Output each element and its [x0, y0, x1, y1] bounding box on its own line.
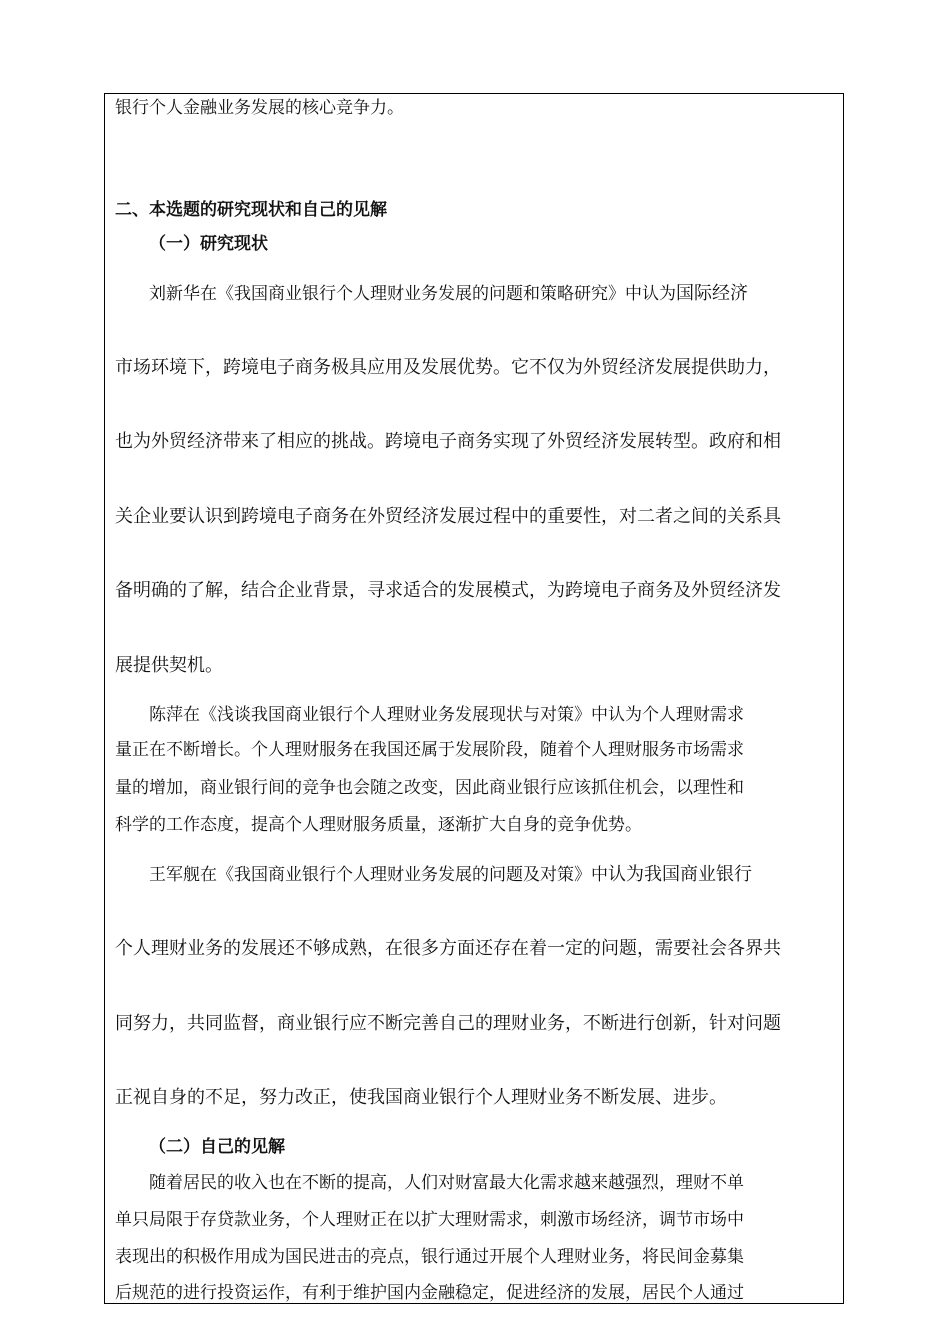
paragraph-line: 同努力，共同监督，商业银行应不断完善自己的理财业务，不断进行创新，针对问题	[115, 1013, 781, 1034]
paragraph-line: 陈萍在《浅谈我国商业银行个人理财业务发展现状与对策》中认为个人理财需求	[149, 705, 744, 725]
document-frame	[104, 93, 844, 1304]
paragraph-line: 科学的工作态度，提高个人理财服务质量，逐渐扩大自身的竞争优势。	[115, 815, 642, 835]
paragraph-line: 备明确的了解，结合企业背景，寻求适合的发展模式，为跨境电子商务及外贸经济发	[115, 580, 781, 601]
paragraph-line: 展提供契机。	[115, 655, 223, 676]
paragraph-line	[149, 285, 748, 303]
section-heading: 二、本选题的研究现状和自己的见解	[115, 200, 387, 220]
paragraph-line: 单只局限于存贷款业务，个人理财正在以扩大理财需求，刺激市场经济，调节市场中	[115, 1210, 744, 1230]
paragraph-line: 随着居民的收入也在不断的提高，人们对财富最大化需求越来越强烈，理财不单	[149, 1173, 744, 1193]
subsection-heading: （二）自己的见解	[149, 1137, 285, 1157]
paragraph-line: 量正在不断增长。个人理财服务在我国还属于发展阶段，随着个人理财服务市场需求	[115, 740, 744, 760]
paragraph-line: 关企业要认识到跨境电子商务在外贸经济发展过程中的重要性，对二者之间的关系具	[115, 506, 781, 527]
paragraph-line: 正视自身的不足，努力改正，使我国商业银行个人理财业务不断发展、进步。	[115, 1087, 727, 1108]
paragraph-line: 也为外贸经济带来了相应的挑战。跨境电子商务实现了外贸经济发展转型。政府和相	[115, 431, 781, 452]
paragraph-line: 量的增加，商业银行间的竞争也会随之改变，因此商业银行应该抓住机会，以理性和	[115, 778, 744, 798]
text-run: 国际经济	[676, 283, 748, 304]
paragraph-line: 表现出的积极作用成为国民进击的亮点，银行通过开展个人理财业务，将民间金募集	[115, 1247, 744, 1267]
text-line: 银行个人金融业务发展的核心竞争力。	[115, 98, 404, 118]
text-run: 王军舰在《我国商业银行个人理财业务发展的问题及对策》中	[149, 865, 608, 885]
text-run: 刘新华在《我国商业银行个人理财业务发展的问题和策略研究》中认为	[149, 284, 676, 304]
paragraph-line	[149, 866, 752, 884]
text-run: 认为我国商业银行	[608, 864, 752, 885]
paragraph-line: 个人理财业务的发展还不够成熟，在很多方面还存在着一定的问题，需要社会各界共	[115, 938, 781, 959]
paragraph-line: 市场环境下，跨境电子商务极具应用及发展优势。它不仅为外贸经济发展提供助力，	[115, 357, 781, 378]
subsection-heading: （一）研究现状	[149, 234, 268, 254]
paragraph-line: 后规范的进行投资运作，有利于维护国内金融稳定，促进经济的发展，居民个人通过	[115, 1283, 744, 1303]
